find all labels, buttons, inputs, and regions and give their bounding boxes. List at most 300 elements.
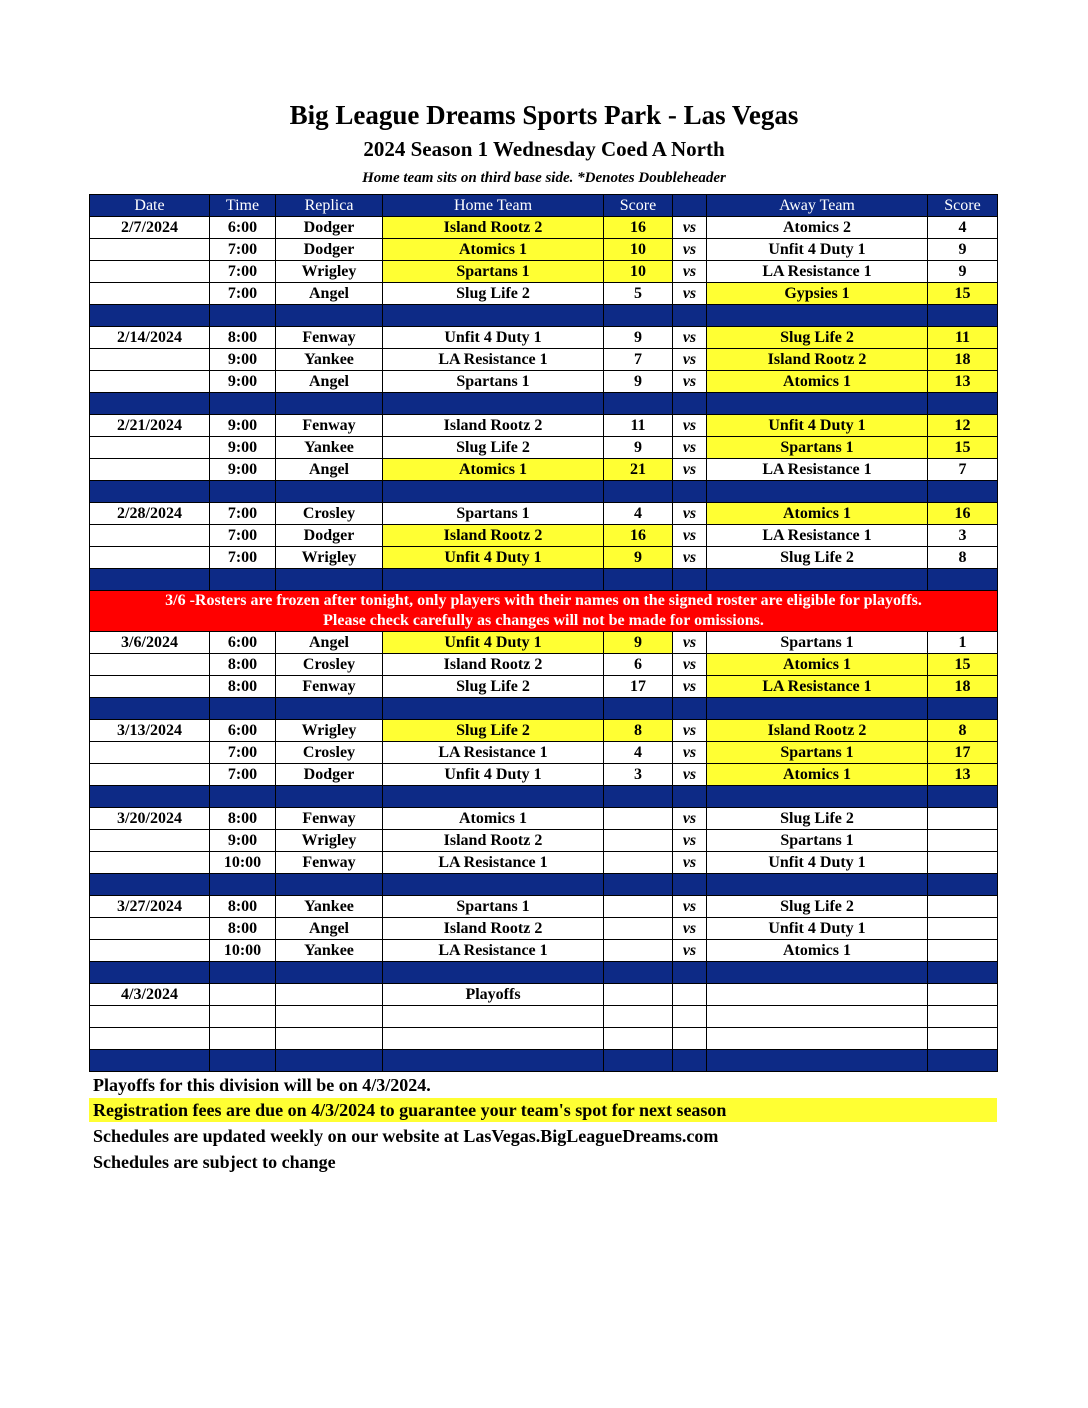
vs-cell: vs — [673, 852, 707, 874]
game-row — [90, 547, 998, 569]
away-team-cell: Atomics 1 — [707, 654, 928, 676]
away-team-cell: LA Resistance 1 — [707, 459, 928, 481]
away-team-cell: LA Resistance 1 — [707, 525, 928, 547]
separator-row — [90, 1050, 998, 1072]
vs-cell: vs — [673, 632, 707, 654]
away-team-cell: Spartans 1 — [707, 437, 928, 459]
separator-cell — [673, 481, 707, 503]
home-score-cell — [604, 984, 673, 1006]
date-cell — [90, 918, 210, 940]
date-cell: 2/28/2024 — [90, 503, 210, 525]
separator-cell — [90, 569, 210, 591]
away-team-cell: Atomics 1 — [707, 940, 928, 962]
date-cell: 3/27/2024 — [90, 896, 210, 918]
separator-cell — [928, 481, 998, 503]
separator-cell — [707, 786, 928, 808]
home-score-cell — [604, 896, 673, 918]
home-team-cell: Island Rootz 2 — [383, 415, 604, 437]
time-cell: 9:00 — [210, 830, 276, 852]
time-cell: 7:00 — [210, 503, 276, 525]
footer-website-note: Schedules are updated weekly on our website at LasVegas.BigLeagueDreams.com — [93, 1126, 719, 1146]
vs-cell: vs — [673, 415, 707, 437]
home-score-cell: 10 — [604, 239, 673, 261]
replica-cell: Wrigley — [276, 720, 383, 742]
replica-cell: Dodger — [276, 239, 383, 261]
separator-cell — [673, 305, 707, 327]
home-score-cell: 16 — [604, 217, 673, 239]
away-team-cell — [707, 984, 928, 1006]
date-cell — [90, 261, 210, 283]
game-row — [90, 918, 998, 940]
away-score-cell: 13 — [928, 764, 998, 786]
separator-cell — [673, 874, 707, 896]
away-team-cell: Unfit 4 Duty 1 — [707, 852, 928, 874]
game-row — [90, 984, 998, 1006]
separator-cell — [928, 393, 998, 415]
home-team-cell: Atomics 1 — [383, 459, 604, 481]
away-score-cell — [928, 896, 998, 918]
separator-cell — [276, 481, 383, 503]
vs-cell — [673, 984, 707, 1006]
away-score-cell: 1 — [928, 632, 998, 654]
roster-notice — [90, 591, 998, 632]
vs-cell: vs — [673, 742, 707, 764]
home-score-cell — [604, 940, 673, 962]
replica-cell: Crosley — [276, 654, 383, 676]
replica-cell: Angel — [276, 459, 383, 481]
replica-cell: Fenway — [276, 676, 383, 698]
vs-cell: vs — [673, 261, 707, 283]
separator-cell — [383, 786, 604, 808]
separator-cell — [928, 1050, 998, 1072]
home-score-cell: 4 — [604, 503, 673, 525]
away-team-cell: Slug Life 2 — [707, 327, 928, 349]
date-cell — [90, 654, 210, 676]
away-score-cell — [928, 918, 998, 940]
separator-cell — [707, 962, 928, 984]
away-team-cell: Atomics 1 — [707, 503, 928, 525]
roster-notice-row — [90, 591, 998, 632]
col-header-date: Date — [90, 195, 210, 217]
date-cell: 2/14/2024 — [90, 327, 210, 349]
vs-cell: vs — [673, 349, 707, 371]
away-team-cell: Island Rootz 2 — [707, 349, 928, 371]
vs-cell — [673, 1028, 707, 1050]
away-team-cell: Unfit 4 Duty 1 — [707, 918, 928, 940]
away-score-cell — [928, 940, 998, 962]
header-note: Home team sits on third base side. *Denotes Doubleheader — [362, 170, 726, 186]
home-score-cell: 3 — [604, 764, 673, 786]
separator-cell — [276, 786, 383, 808]
date-cell — [90, 547, 210, 569]
away-team-cell — [707, 1028, 928, 1050]
home-team-cell: Unfit 4 Duty 1 — [383, 547, 604, 569]
replica-cell — [276, 984, 383, 1006]
game-row — [90, 852, 998, 874]
separator-cell — [90, 305, 210, 327]
away-team-cell: Spartans 1 — [707, 742, 928, 764]
date-cell — [90, 676, 210, 698]
separator-cell — [604, 305, 673, 327]
away-score-cell: 7 — [928, 459, 998, 481]
vs-cell: vs — [673, 808, 707, 830]
game-row — [90, 239, 998, 261]
separator-cell — [276, 569, 383, 591]
separator-row — [90, 698, 998, 720]
away-score-cell: 16 — [928, 503, 998, 525]
game-row — [90, 1028, 998, 1050]
separator-cell — [673, 393, 707, 415]
game-row — [90, 632, 998, 654]
game-row — [90, 808, 998, 830]
time-cell — [210, 1006, 276, 1028]
away-score-cell: 11 — [928, 327, 998, 349]
home-team-cell: LA Resistance 1 — [383, 349, 604, 371]
page-title: Big League Dreams Sports Park - Las Vegas — [289, 100, 799, 130]
home-team-cell: Slug Life 2 — [383, 720, 604, 742]
away-score-cell: 12 — [928, 415, 998, 437]
home-score-cell — [604, 852, 673, 874]
separator-cell — [383, 698, 604, 720]
home-score-cell: 9 — [604, 632, 673, 654]
away-team-cell: Atomics 1 — [707, 371, 928, 393]
time-cell — [210, 1028, 276, 1050]
separator-cell — [383, 481, 604, 503]
away-score-cell: 15 — [928, 437, 998, 459]
separator-cell — [604, 1050, 673, 1072]
separator-cell — [276, 1050, 383, 1072]
separator-cell — [928, 569, 998, 591]
away-team-cell: Slug Life 2 — [707, 896, 928, 918]
date-cell: 4/3/2024 — [90, 984, 210, 1006]
replica-cell: Yankee — [276, 349, 383, 371]
separator-cell — [90, 698, 210, 720]
home-team-cell: LA Resistance 1 — [383, 940, 604, 962]
separator-cell — [90, 393, 210, 415]
separator-cell — [90, 1050, 210, 1072]
replica-cell: Fenway — [276, 808, 383, 830]
separator-cell — [673, 698, 707, 720]
vs-cell: vs — [673, 896, 707, 918]
separator-cell — [210, 481, 276, 503]
separator-row — [90, 569, 998, 591]
home-score-cell: 9 — [604, 327, 673, 349]
away-score-cell: 9 — [928, 261, 998, 283]
game-row — [90, 654, 998, 676]
separator-row — [90, 786, 998, 808]
replica-cell: Angel — [276, 918, 383, 940]
date-cell — [90, 239, 210, 261]
away-team-cell: Gypsies 1 — [707, 283, 928, 305]
home-team-cell: LA Resistance 1 — [383, 742, 604, 764]
separator-cell — [383, 874, 604, 896]
separator-cell — [928, 305, 998, 327]
separator-cell — [928, 962, 998, 984]
separator-cell — [604, 481, 673, 503]
separator-cell — [210, 393, 276, 415]
roster-notice-line-2: Please check carefully as changes will not be made for omissions. — [323, 612, 764, 629]
date-cell — [90, 1006, 210, 1028]
col-header-away-team: Away Team — [707, 195, 928, 217]
col-header-replica: Replica — [276, 195, 383, 217]
away-team-cell: Atomics 2 — [707, 217, 928, 239]
home-team-cell: Island Rootz 2 — [383, 654, 604, 676]
separator-cell — [210, 962, 276, 984]
replica-cell: Dodger — [276, 217, 383, 239]
vs-cell: vs — [673, 764, 707, 786]
away-score-cell: 4 — [928, 217, 998, 239]
vs-cell: vs — [673, 525, 707, 547]
vs-cell: vs — [673, 503, 707, 525]
home-score-cell — [604, 918, 673, 940]
separator-cell — [707, 481, 928, 503]
home-team-cell: Atomics 1 — [383, 239, 604, 261]
separator-cell — [604, 698, 673, 720]
replica-cell: Angel — [276, 632, 383, 654]
time-cell: 9:00 — [210, 349, 276, 371]
away-team-cell: LA Resistance 1 — [707, 261, 928, 283]
game-row — [90, 676, 998, 698]
date-cell — [90, 1028, 210, 1050]
away-score-cell — [928, 1006, 998, 1028]
separator-cell — [604, 962, 673, 984]
away-team-cell: Slug Life 2 — [707, 808, 928, 830]
replica-cell: Yankee — [276, 437, 383, 459]
game-row — [90, 525, 998, 547]
game-row — [90, 830, 998, 852]
separator-cell — [210, 305, 276, 327]
away-score-cell: 8 — [928, 547, 998, 569]
vs-cell: vs — [673, 720, 707, 742]
time-cell: 8:00 — [210, 676, 276, 698]
home-score-cell: 17 — [604, 676, 673, 698]
date-cell — [90, 371, 210, 393]
time-cell: 10:00 — [210, 940, 276, 962]
away-team-cell: Slug Life 2 — [707, 547, 928, 569]
game-row — [90, 437, 998, 459]
separator-cell — [276, 874, 383, 896]
away-team-cell: Island Rootz 2 — [707, 720, 928, 742]
table-header-row — [90, 195, 998, 217]
vs-cell: vs — [673, 459, 707, 481]
date-cell — [90, 830, 210, 852]
col-header-away-score: Score — [928, 195, 998, 217]
home-score-cell: 9 — [604, 371, 673, 393]
replica-cell: Fenway — [276, 852, 383, 874]
game-row — [90, 459, 998, 481]
replica-cell: Angel — [276, 283, 383, 305]
separator-cell — [276, 305, 383, 327]
home-score-cell: 21 — [604, 459, 673, 481]
away-score-cell — [928, 1028, 998, 1050]
away-team-cell: Atomics 1 — [707, 764, 928, 786]
separator-cell — [276, 962, 383, 984]
separator-cell — [707, 393, 928, 415]
time-cell — [210, 984, 276, 1006]
separator-cell — [90, 874, 210, 896]
vs-cell — [673, 1006, 707, 1028]
replica-cell: Crosley — [276, 503, 383, 525]
game-row — [90, 940, 998, 962]
away-score-cell: 18 — [928, 349, 998, 371]
separator-cell — [383, 393, 604, 415]
home-team-cell — [383, 1006, 604, 1028]
home-score-cell: 5 — [604, 283, 673, 305]
separator-cell — [276, 698, 383, 720]
time-cell: 7:00 — [210, 764, 276, 786]
time-cell: 8:00 — [210, 327, 276, 349]
time-cell: 8:00 — [210, 808, 276, 830]
home-score-cell: 11 — [604, 415, 673, 437]
time-cell: 8:00 — [210, 896, 276, 918]
away-team-cell — [707, 1006, 928, 1028]
replica-cell: Wrigley — [276, 547, 383, 569]
time-cell: 9:00 — [210, 459, 276, 481]
home-score-cell: 7 — [604, 349, 673, 371]
vs-cell: vs — [673, 830, 707, 852]
col-header-time: Time — [210, 195, 276, 217]
game-row — [90, 896, 998, 918]
time-cell: 7:00 — [210, 525, 276, 547]
replica-cell: Wrigley — [276, 830, 383, 852]
separator-cell — [90, 481, 210, 503]
separator-cell — [604, 786, 673, 808]
home-team-cell: Spartans 1 — [383, 503, 604, 525]
roster-notice-line-1: 3/6 -Rosters are frozen after tonight, only players with their names on the signed roster are eligible for playoffs. — [165, 592, 922, 609]
separator-cell — [707, 1050, 928, 1072]
game-row — [90, 503, 998, 525]
date-cell — [90, 852, 210, 874]
home-team-cell: LA Resistance 1 — [383, 852, 604, 874]
separator-cell — [673, 1050, 707, 1072]
separator-cell — [928, 874, 998, 896]
footer-registration-note: Registration fees are due on 4/3/2024 to guarantee your team's spot for next season — [89, 1098, 997, 1122]
replica-cell: Fenway — [276, 415, 383, 437]
col-header-home-team: Home Team — [383, 195, 604, 217]
separator-cell — [383, 962, 604, 984]
separator-cell — [210, 569, 276, 591]
date-cell: 2/7/2024 — [90, 217, 210, 239]
vs-cell: vs — [673, 437, 707, 459]
schedule-body — [90, 217, 998, 1072]
separator-row — [90, 305, 998, 327]
away-score-cell: 18 — [928, 676, 998, 698]
time-cell: 8:00 — [210, 918, 276, 940]
separator-row — [90, 962, 998, 984]
game-row — [90, 283, 998, 305]
away-score-cell: 17 — [928, 742, 998, 764]
home-team-cell: Slug Life 2 — [383, 283, 604, 305]
separator-row — [90, 874, 998, 896]
home-score-cell: 9 — [604, 547, 673, 569]
col-header-vs — [673, 195, 707, 217]
time-cell: 9:00 — [210, 415, 276, 437]
separator-cell — [90, 786, 210, 808]
separator-cell — [707, 874, 928, 896]
replica-cell — [276, 1028, 383, 1050]
away-team-cell: Spartans 1 — [707, 632, 928, 654]
time-cell: 6:00 — [210, 632, 276, 654]
game-row — [90, 371, 998, 393]
time-cell: 7:00 — [210, 742, 276, 764]
date-cell — [90, 349, 210, 371]
home-team-cell: Atomics 1 — [383, 808, 604, 830]
time-cell: 6:00 — [210, 217, 276, 239]
home-team-cell: Slug Life 2 — [383, 437, 604, 459]
time-cell: 9:00 — [210, 437, 276, 459]
replica-cell: Dodger — [276, 764, 383, 786]
separator-cell — [707, 698, 928, 720]
separator-cell — [928, 698, 998, 720]
date-cell — [90, 459, 210, 481]
home-team-cell: Playoffs — [383, 984, 604, 1006]
separator-cell — [604, 874, 673, 896]
separator-cell — [604, 569, 673, 591]
separator-cell — [210, 1050, 276, 1072]
separator-row — [90, 481, 998, 503]
game-row — [90, 742, 998, 764]
date-cell: 2/21/2024 — [90, 415, 210, 437]
vs-cell: vs — [673, 371, 707, 393]
separator-row — [90, 393, 998, 415]
game-row — [90, 1006, 998, 1028]
vs-cell: vs — [673, 918, 707, 940]
replica-cell: Wrigley — [276, 261, 383, 283]
date-cell — [90, 283, 210, 305]
date-cell — [90, 525, 210, 547]
replica-cell: Dodger — [276, 525, 383, 547]
away-team-cell: Spartans 1 — [707, 830, 928, 852]
separator-cell — [383, 1050, 604, 1072]
replica-cell — [276, 1006, 383, 1028]
separator-cell — [276, 393, 383, 415]
away-score-cell: 15 — [928, 283, 998, 305]
home-score-cell: 10 — [604, 261, 673, 283]
date-cell — [90, 742, 210, 764]
away-score-cell — [928, 852, 998, 874]
away-score-cell: 13 — [928, 371, 998, 393]
separator-cell — [707, 569, 928, 591]
home-team-cell: Spartans 1 — [383, 261, 604, 283]
replica-cell: Angel — [276, 371, 383, 393]
vs-cell: vs — [673, 676, 707, 698]
separator-cell — [210, 786, 276, 808]
game-row — [90, 327, 998, 349]
date-cell: 3/13/2024 — [90, 720, 210, 742]
home-team-cell: Spartans 1 — [383, 896, 604, 918]
time-cell: 7:00 — [210, 261, 276, 283]
away-score-cell — [928, 808, 998, 830]
home-score-cell: 6 — [604, 654, 673, 676]
page-subtitle: 2024 Season 1 Wednesday Coed A North — [363, 137, 725, 161]
game-row — [90, 415, 998, 437]
home-team-cell: Unfit 4 Duty 1 — [383, 632, 604, 654]
away-score-cell: 9 — [928, 239, 998, 261]
home-score-cell: 16 — [604, 525, 673, 547]
col-header-home-score: Score — [604, 195, 673, 217]
date-cell — [90, 437, 210, 459]
home-score-cell — [604, 830, 673, 852]
game-row — [90, 261, 998, 283]
home-team-cell: Island Rootz 2 — [383, 217, 604, 239]
game-row — [90, 764, 998, 786]
separator-cell — [673, 569, 707, 591]
away-score-cell — [928, 830, 998, 852]
home-score-cell: 4 — [604, 742, 673, 764]
home-score-cell — [604, 1006, 673, 1028]
home-score-cell: 9 — [604, 437, 673, 459]
time-cell: 7:00 — [210, 239, 276, 261]
